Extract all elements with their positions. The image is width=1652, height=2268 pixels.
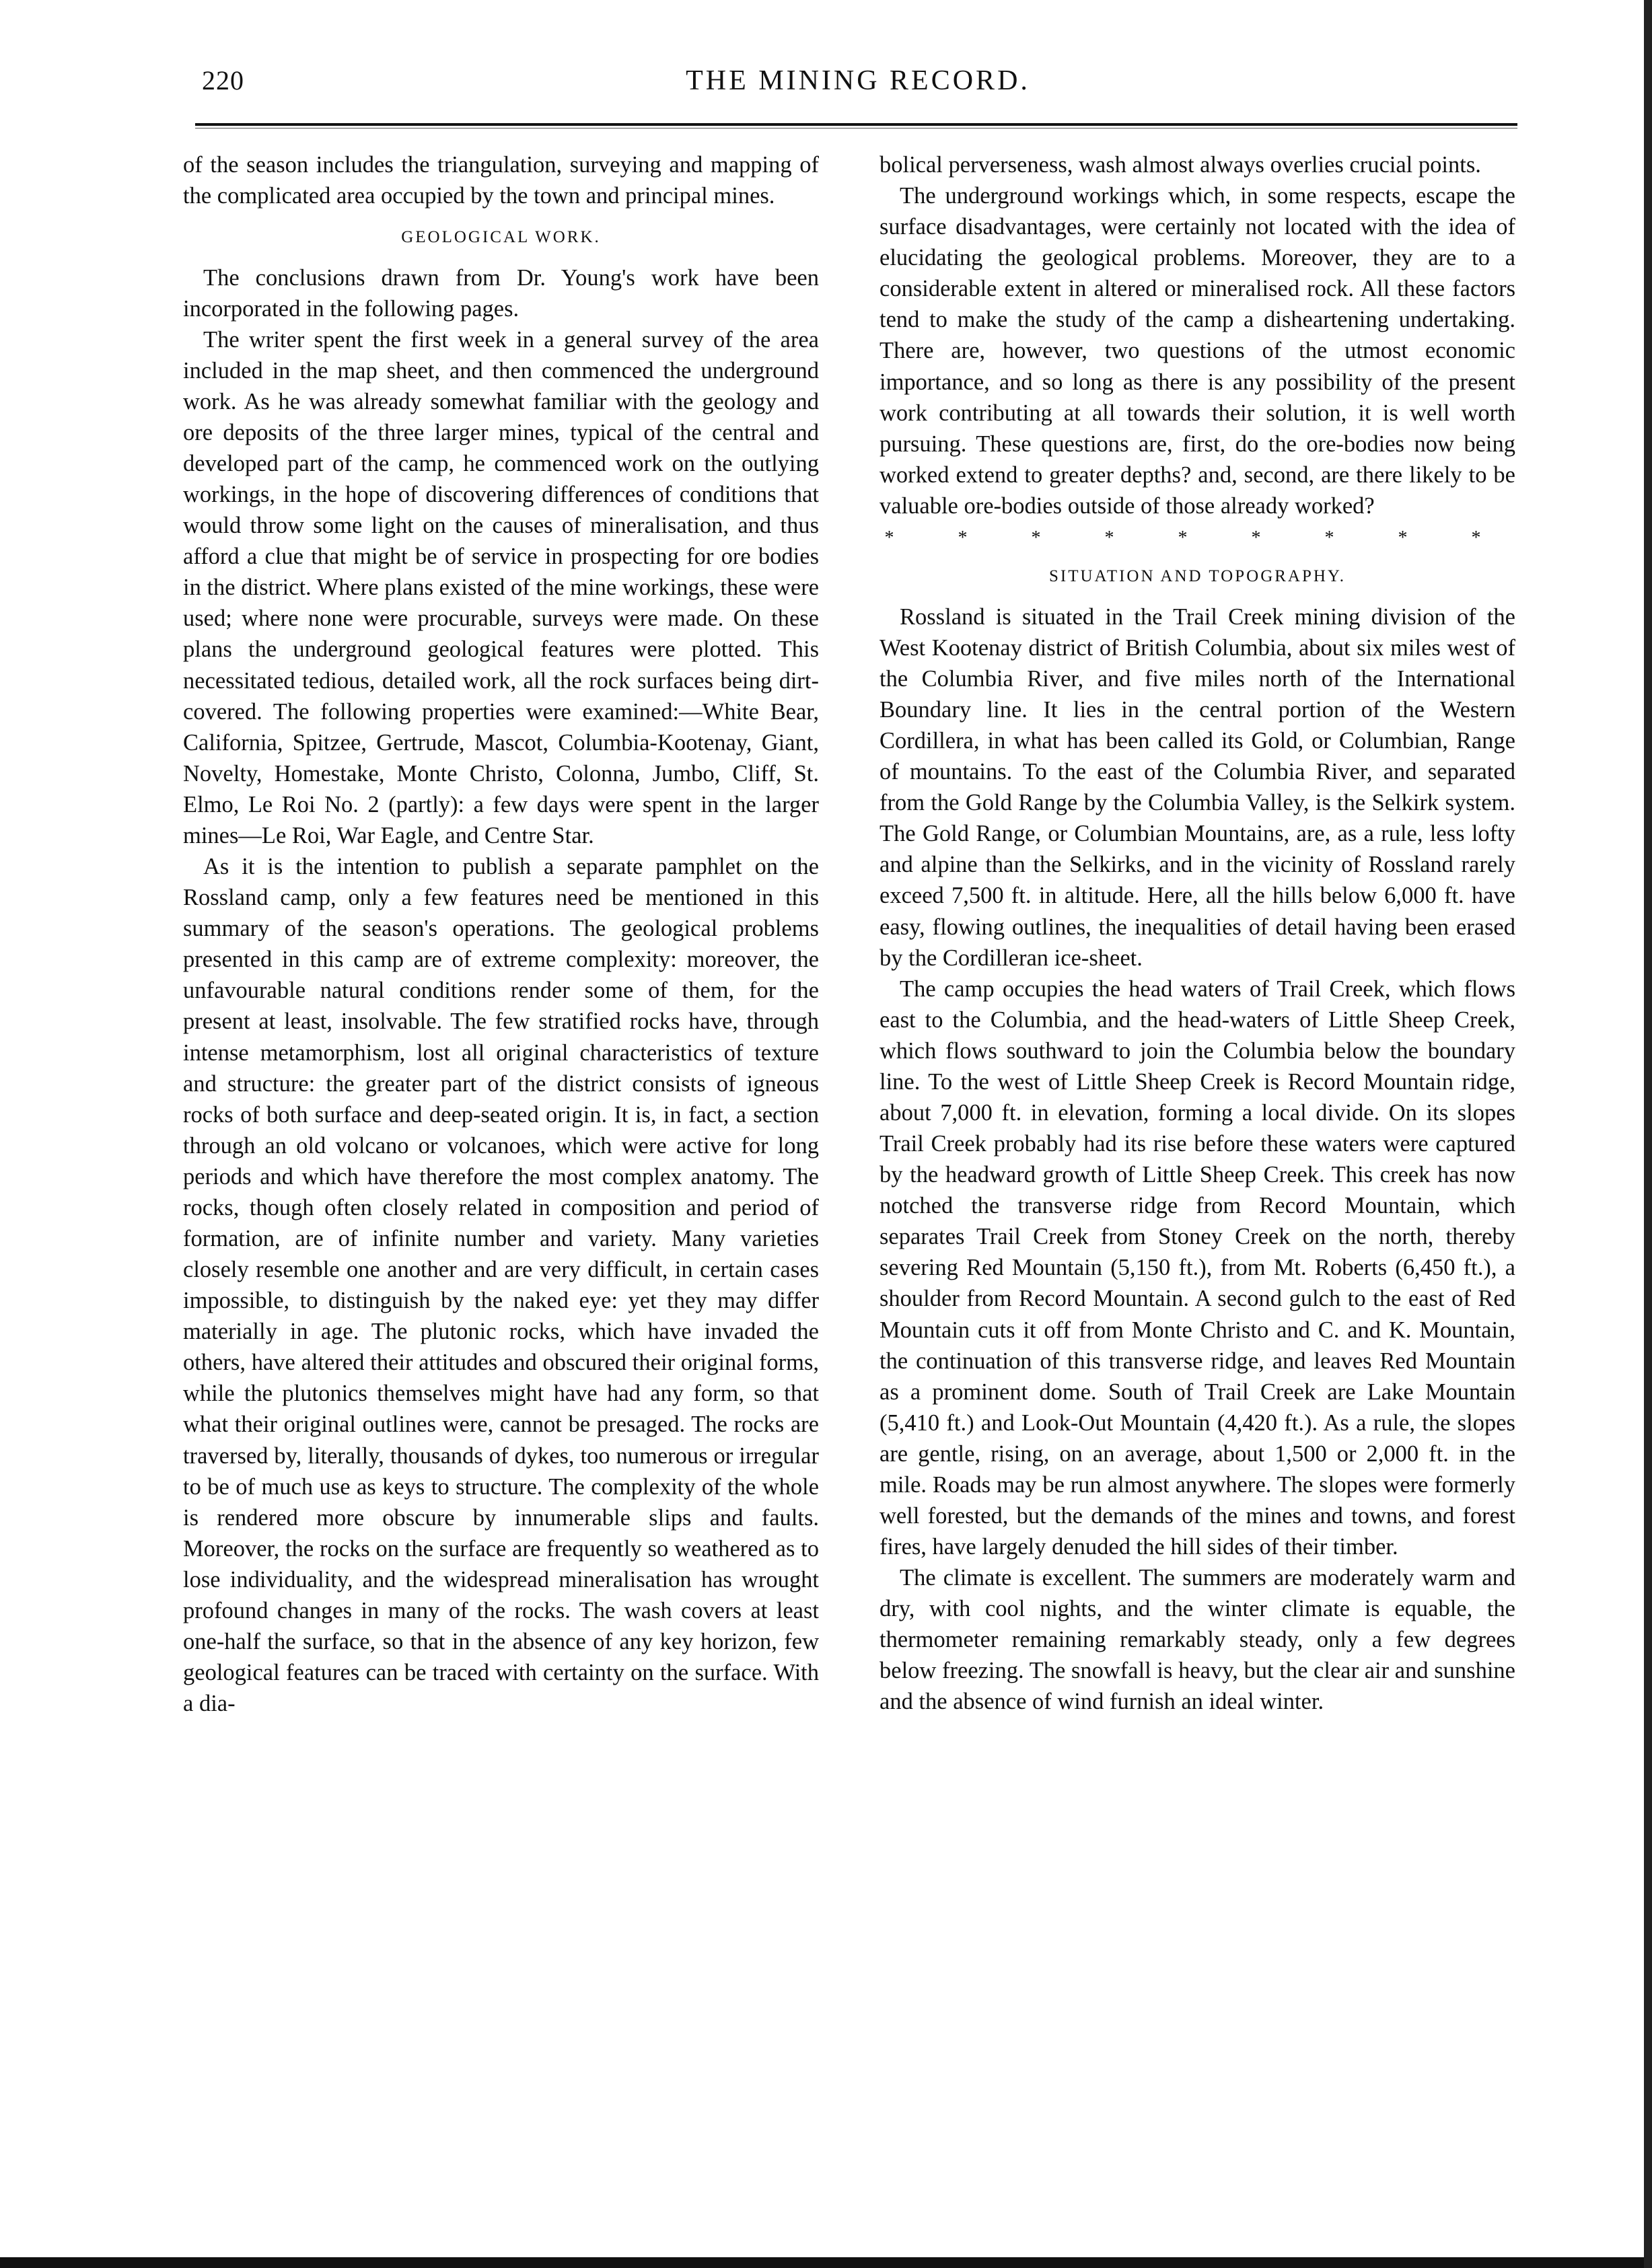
paragraph: of the season includes the triangulation, surveying and mapping of the complicated area occupied by the town and principal mines. bbox=[183, 152, 819, 209]
footer-rule bbox=[0, 2257, 1652, 2268]
page-edge bbox=[1644, 0, 1652, 2268]
paragraph: The camp occupies the head waters of Trail Creek, which flows east to the Columbia, and the head-waters of Little Sheep Creek, which flows southward to join the Columbia below the boundary line. To the west of Little Sheep Creek is Record Mountain ridge, about 7,000 ft. in elevation, forming a local divide. On its slopes Trail Creek probably had its rise before these waters were captured by the headward growth of Little Sheep Creek. This creek has now notched the transverse ridge from Record Mountain, which separates Trail Creek from Stoney Creek on the north, thereby severing Red Mountain (5,150 ft.), from Mt. Roberts (6,450 ft.), a shoulder from Record Mountain. A second gulch to the east of Red Mountain cuts it off from Monte Christo and C. and K. Mountain, the continuation of this transverse ridge, and leaves Red Mountain as a prominent dome. South of Trail Creek are Lake Mountain (5,410 ft.) and Look-Out Mountain (4,420 ft.). As a rule, the slopes are gentle, rising, on an average, about 1,500 or 2,000 ft. in the mile. Roads may be run almost anywhere. The slopes were formerly well forested, but the demands of the mines and towns, and forest fires, have largely denuded the hill sides of their timber. bbox=[879, 976, 1515, 1560]
page-number: 220 bbox=[202, 65, 244, 96]
section-divider: * * * * * * * * * bbox=[884, 527, 1511, 548]
paragraph: Rossland is situated in the Trail Creek mining division of the West Kootenay district of British Columbia, about six miles west of the Columbia River, and five miles north of the International Boundary line. It lies in the central portion of the Western Cordillera, in what has been called its Gold, or Columbian, Range of mountains. To the east of the Columbia River, and separated from the Gold Range by the Columbia Valley, is the Selkirk system. The Gold Range, or Columbian Mountains, are, as a rule, less lofty and alpine than the Selkirks, and in the vicinity of Rossland rarely exceed 7,500 ft. in altitude. Here, all the hills below 6,000 ft. have easy, flowing outlines, the inequalities of detail having been erased by the Cordilleran ice-sheet. bbox=[879, 603, 1515, 971]
paragraph: The conclusions drawn from Dr. Young's work have been incorporated in the following pages. bbox=[183, 264, 819, 322]
paragraph: The underground workings which, in some respects, escape the surface disadvantages, were certainly not located with the idea of elucidating the geological problems. Moreover, they are to a considerable extent in altered or mineralised rock. All these factors tend to make the study of the camp a disheartening undertaking. There are, however, two questions of the utmost economic importance, and so long as there is any possibility of the present work contributing at all towards their solution, it is well worth pursuing. These questions are, first, do the ore-bodies now being worked extend to greater depths? and, second, are there likely to be valuable ore-bodies outside of those already worked? bbox=[879, 183, 1515, 519]
page-header bbox=[202, 65, 1514, 105]
section-heading: SITUATION AND TOPOGRAPHY. bbox=[1048, 567, 1346, 586]
paragraph: As it is the intention to publish a separate pamphlet on the Rossland camp, only a few features need be mentioned in this summary of the season's operations. The geological problems presented in this camp are of extreme complexity: moreover, the unfavourable natural conditions render some of them, for the present at least, insolvable. The few stratified rocks have, through intense metamorphism, lost all original characteristics of texture and structure: the greater part of the district consists of igneous rocks of both surface and deep-seated origin. It is, in fact, a section through an old volcano or volcanoes, which were active for long periods and which have therefore the most complex anatomy. The rocks, though often closely related in composition and period of formation, are of infinite number and variety. Many varieties closely resemble one another and are very difficult, in certain cases impossible, to distinguish by the naked eye: yet they may differ materially in age. The plutonic rocks, which have invaded the others, have altered their attitudes and obscured their original forms, while the plutonics themselves might have had any form, so that what their original outlines were, cannot be presaged. The rocks are traversed by, literally, thousands of dykes, too numerous or irregular to be of much use as keys to structure. The complexity of the whole is rendered more obscure by innumerable slips and faults. Moreover, the rocks on the surface are frequently so weathered as to lose individuality, and the widespread mineralisation has wrought profound changes in many of the rocks. The wash covers at least one-half the surface, so that in the absence of any key horizon, few geological features can be traced with certainty on the surface. With a dia- bbox=[183, 854, 819, 1717]
right-column bbox=[879, 149, 1515, 1718]
left-column bbox=[183, 149, 819, 1719]
header-rule bbox=[195, 123, 1517, 129]
paragraph: The writer spent the first week in a general survey of the area included in the map sheet, and then commenced the underground work. As he was already somewhat familiar with the geology and ore deposits of the three larger mines, typical of the central and developed part of the camp, he commenced work on the outlying workings, in the hope of discovering differences of conditions that would throw some light on the causes of mineralisation, and thus afford a clue that might be of service in prospecting for ore bodies in the district. Where plans existed of the mine workings, these were used; where none were procurable, surveys were made. On these plans the underground geological features were plotted. This necessitated tedious, detailed work, all the rock surfaces being dirt-covered. The following properties were examined:—White Bear, California, Spitzee, Gertrude, Mascot, Columbia-Kootenay, Giant, Novelty, Homestake, Monte Christo, Colonna, Jumbo, Cliff, St. Elmo, Le Roi No. 2 (partly): a few days were spent in the larger mines—Le Roi, War Eagle, and Centre Star. bbox=[183, 326, 819, 848]
paragraph: The climate is excellent. The summers are moderately warm and dry, with cool nights, and the winter climate is equable, the thermometer remaining remarkably steady, only a few degrees below freezing. The snowfall is heavy, but the clear air and sunshine and the absence of wind furnish an ideal winter. bbox=[879, 1565, 1515, 1715]
running-title: THE MINING RECORD. bbox=[686, 65, 1030, 96]
section-heading: GEOLOGICAL WORK. bbox=[401, 228, 601, 247]
paragraph: bolical perverseness, wash almost always overlies crucial points. bbox=[879, 152, 1481, 178]
